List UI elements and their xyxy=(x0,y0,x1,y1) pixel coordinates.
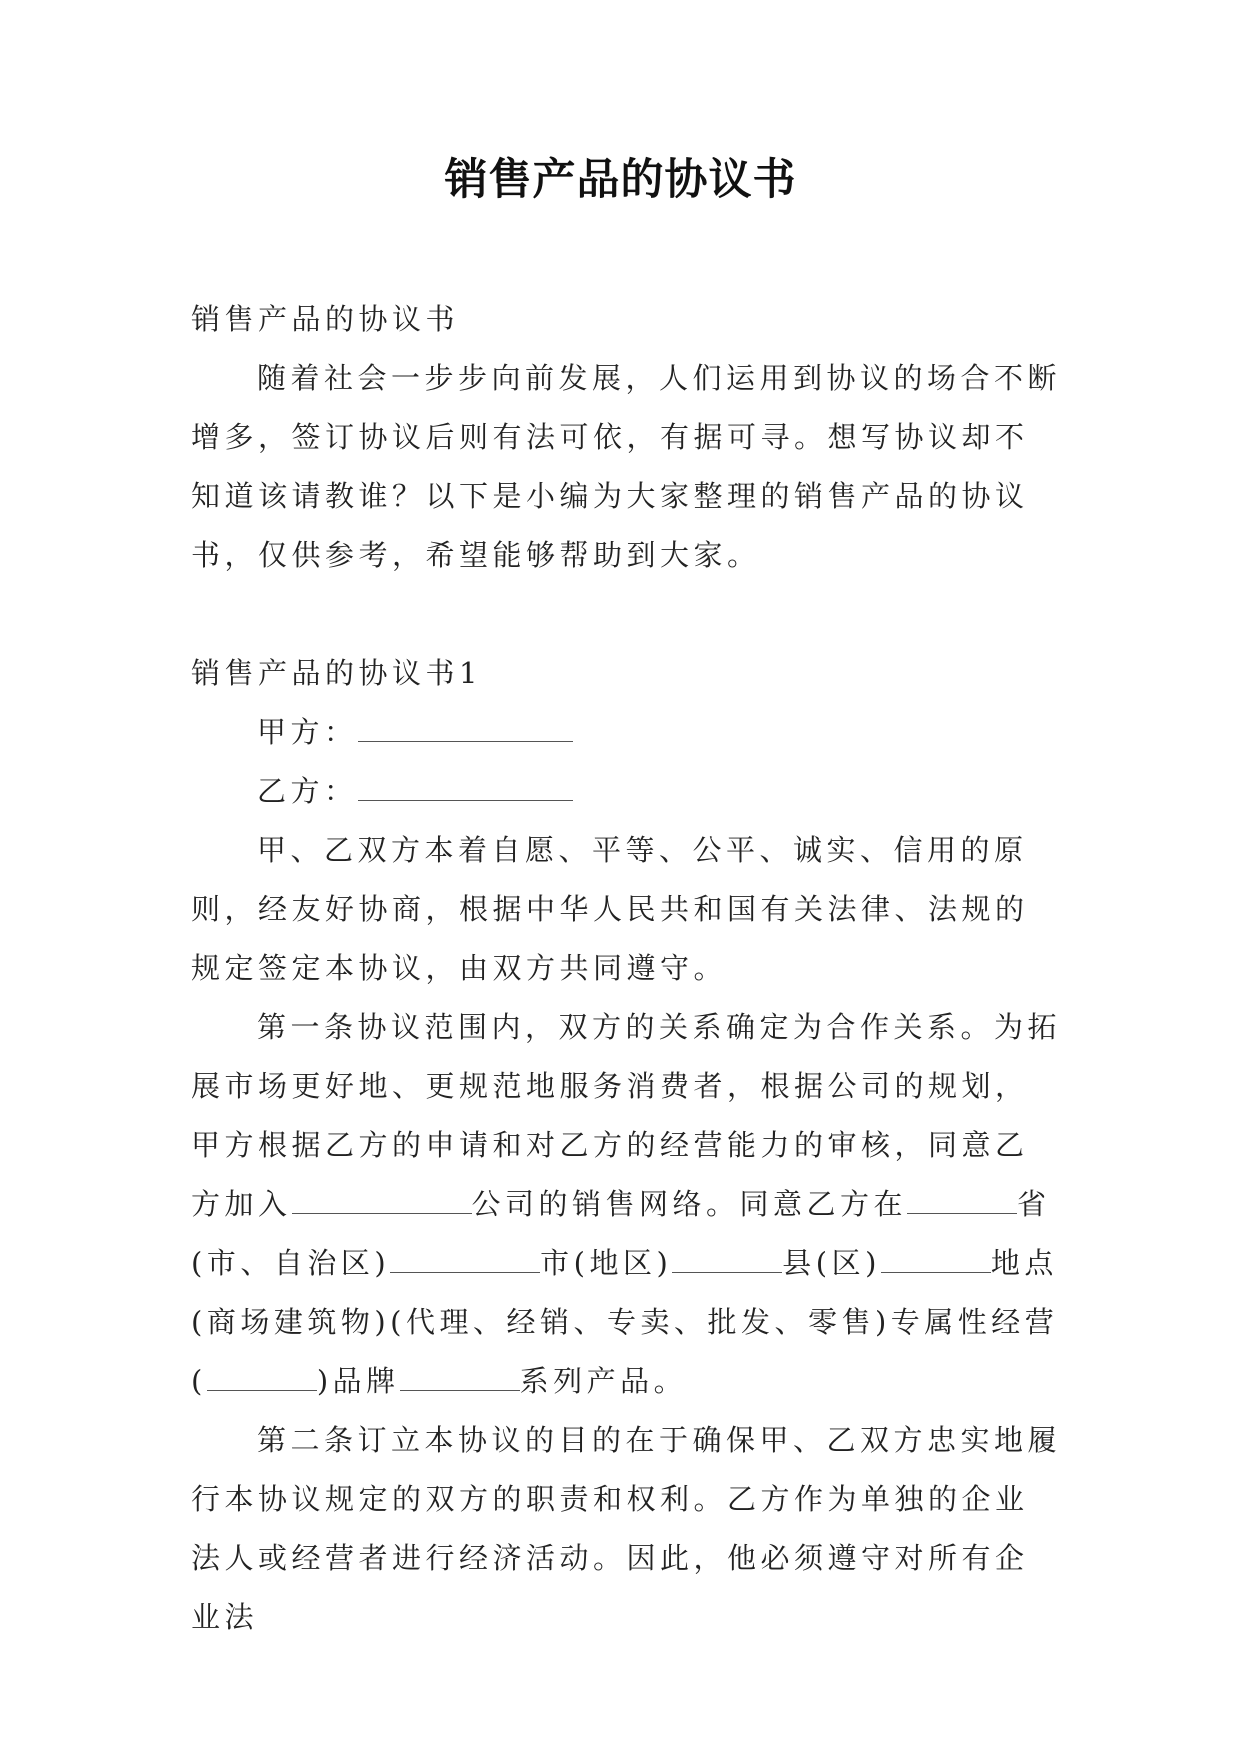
article-1-text-7: )品牌 xyxy=(316,1364,400,1398)
party-b-blank xyxy=(358,774,573,801)
subheading: 销售产品的协议书 xyxy=(191,302,460,336)
party-b-label: 乙方： xyxy=(257,774,358,808)
article-1-text-3: 省(市、自治区) xyxy=(191,1187,1051,1280)
document-title: 销售产品的协议书 xyxy=(444,155,797,205)
company-blank xyxy=(292,1187,472,1214)
brand-blank xyxy=(207,1364,317,1391)
series-blank xyxy=(400,1364,520,1391)
article-1-text-2: 公司的销售网络。同意乙方在 xyxy=(471,1187,908,1221)
article-1-text-8: 系列产品。 xyxy=(519,1364,688,1398)
paragraph-gap xyxy=(191,585,1061,644)
article-1-text-5: 县(区) xyxy=(782,1246,881,1280)
article-1-text-4: 市(地区) xyxy=(540,1246,673,1280)
party-a-label: 甲方： xyxy=(257,715,358,749)
city-blank xyxy=(390,1246,540,1273)
place-blank xyxy=(881,1246,991,1273)
intro-paragraph: 随着社会一步步向前发展，人们运用到协议的场合不断增多，签订协议后则有法可依，有据可寻。想写协议却不知道该请教谁？以下是小编为大家整理的销售产品的协议书，仅供参考，希望能够帮助到大家。 xyxy=(191,361,1062,572)
article-2-paragraph: 第二条订立本协议的目的在于确保甲、乙双方忠实地履行本协议规定的双方的职责和权利。乙方作为单独的企业法人或经营者进行经济活动。因此，他必须遵守对所有企业法 xyxy=(191,1423,1062,1634)
article-1-paragraph xyxy=(191,998,1061,1411)
party-a-line xyxy=(191,703,1061,762)
county-blank xyxy=(672,1246,782,1273)
article-1-text-6: 地点(商场建筑物)(代理、经销、专卖、批发、零售)专属性经营( xyxy=(191,1246,1059,1398)
party-a-blank xyxy=(358,715,573,742)
section-heading: 销售产品的协议书1 xyxy=(191,656,482,690)
document-body xyxy=(191,290,1061,1647)
article-1-text-1: 第一条协议范围内，双方的关系确定为合作关系。为拓展市场更好地、更规范地服务消费者，根据公司的规划，甲方根据乙方的申请和对乙方的经营能力的审核，同意乙方加入 xyxy=(191,1010,1062,1221)
principle-paragraph: 甲、乙双方本着自愿、平等、公平、诚实、信用的原则，经友好协商，根据中华人民共和国有关法律、法规的规定签定本协议，由双方共同遵守。 xyxy=(191,833,1029,985)
party-b-line xyxy=(191,762,1061,821)
province-blank xyxy=(907,1187,1017,1214)
